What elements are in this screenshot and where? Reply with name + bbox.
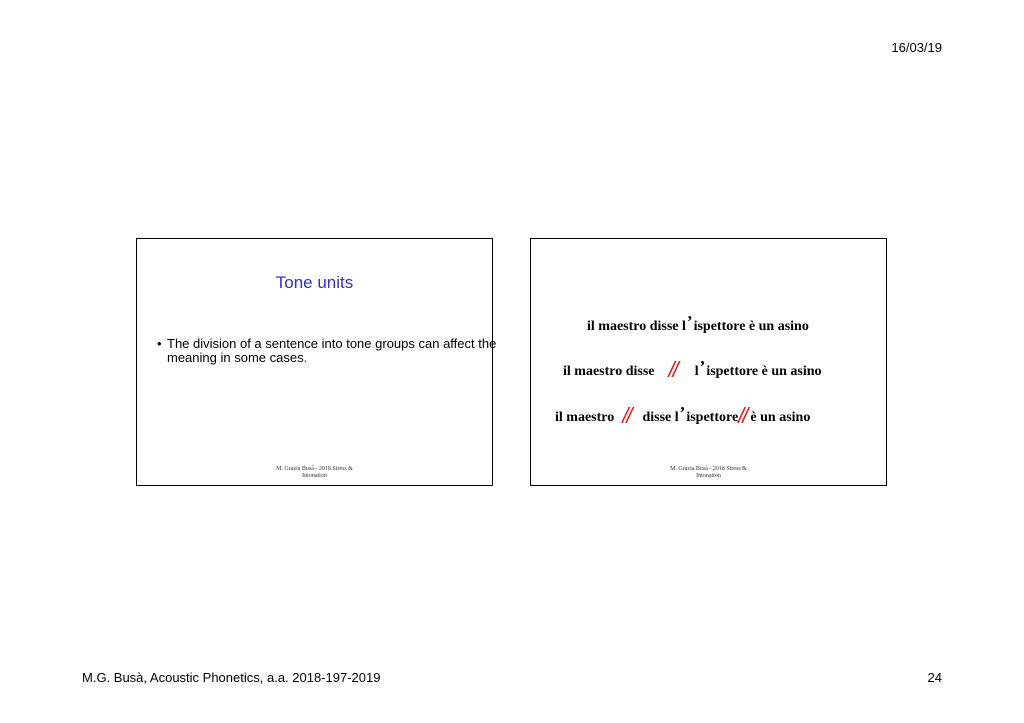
apostrophe-mark: ’ bbox=[699, 357, 706, 376]
page-date: 16/03/19 bbox=[891, 40, 942, 55]
apostrophe-mark: ’ bbox=[679, 403, 686, 422]
sentence-part: ispettore bbox=[686, 410, 739, 425]
tone-boundary-mark: // bbox=[668, 357, 677, 382]
sentence-part: ispettore è un asino bbox=[706, 364, 822, 379]
slide-footer-line1: M. Grazia Busà - 2018 Stress & bbox=[276, 466, 353, 472]
bullet-item bbox=[157, 337, 497, 365]
sentence-part: l bbox=[694, 364, 699, 379]
slide-tone-units bbox=[136, 238, 497, 486]
sentence-part: è un asino bbox=[750, 410, 811, 425]
bullet-text: The division of a sentence into tone groups can affect the meaning in some cases. bbox=[167, 336, 497, 365]
sentence-part: disse l bbox=[642, 410, 679, 425]
sentence-part: ispettore è un asino bbox=[693, 319, 809, 334]
sentence-full bbox=[587, 312, 809, 335]
page-footer-citation: M.G. Busà, Acoustic Phonetics, a.a. 2018-197-2019 bbox=[82, 670, 381, 685]
sentence-part: il maestro bbox=[555, 410, 615, 425]
sentence-part: il maestro disse bbox=[563, 364, 655, 379]
slide-title: Tone units bbox=[275, 273, 354, 292]
tone-boundary-mark: // bbox=[622, 403, 631, 428]
slide-footer-line2: Intonation bbox=[696, 473, 721, 479]
slide-footer bbox=[531, 466, 886, 480]
slide-footer bbox=[137, 466, 492, 480]
sentence-split-one bbox=[563, 355, 822, 381]
slide-footer-line2: Intonation bbox=[302, 473, 327, 479]
sentence-split-two bbox=[555, 401, 810, 427]
slide-sentence-examples bbox=[530, 238, 887, 486]
page-number: 24 bbox=[927, 670, 942, 685]
sentence-part: il maestro disse l bbox=[587, 319, 686, 334]
tone-boundary-mark: // bbox=[738, 403, 747, 428]
bullet-marker: • bbox=[157, 336, 162, 351]
apostrophe-mark: ’ bbox=[686, 312, 693, 331]
slide-footer-line1: M. Grazia Busà - 2018 Stress & bbox=[670, 466, 747, 472]
